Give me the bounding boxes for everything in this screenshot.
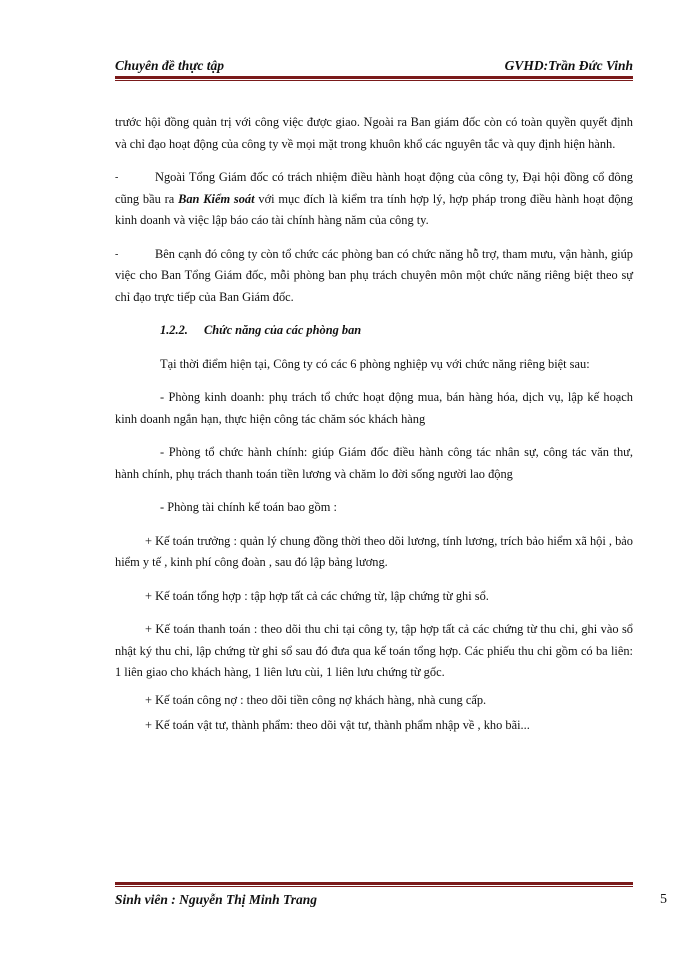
- paragraph: + Kế toán tổng hợp : tập hợp tất cả các chứng từ, lập chứng từ ghi sổ.: [145, 588, 489, 603]
- section-number: 1.2.2.: [160, 323, 188, 337]
- bullet-marker: -: [115, 248, 119, 260]
- section-heading: [115, 320, 633, 342]
- paragraph: - Phòng kinh doanh: phụ trách tổ chức hoạt động mua, bán hàng hóa, dịch vụ, lập kế hoạch kinh doanh ngắn hạn, thực hiện công tác chăm sóc khách hàng: [115, 390, 633, 426]
- bullet-paragraph: - Ngoài Tổng Giám đốc có trách nhiệm điều hành hoạt động của công ty, Đại hội đồng cổ đông cũng bầu ra Ban Kiểm soát với mục đích là kiểm tra tính hợp lý, hợp pháp trong điều hành hoạt động kinh doanh và việc lập báo cáo tài chính hàng năm của công ty.: [115, 167, 633, 232]
- page-footer: [115, 892, 667, 910]
- paragraph: + Kế toán thanh toán : theo dõi thu chi tại công ty, tập hợp tất cả các chứng từ thu chi, ghi vào sổ nhật ký thu chi, lập chứng từ ghi sổ sau đó đưa qua kế toán tổng hợp. Các phiếu thu chi gồm có ba liên: 1 liên giao cho khách hàng, 1 liên lưu cùi, 1 liên lưu chứng từ gốc.: [115, 622, 633, 679]
- page-number: 5: [660, 892, 667, 907]
- section-title: Chức năng của các phòng ban: [204, 323, 362, 337]
- bullet-paragraph: - Bên cạnh đó công ty còn tổ chức các phòng ban có chức năng hỗ trợ, tham mưu, vận hành, giúp việc cho Ban Tổng Giám đốc, mỗi phòng ban phụ trách chuyên môn một chức năng riêng biệt theo sự chỉ đạo trực tiếp của Ban Giám đốc.: [115, 244, 633, 309]
- header-rule: [115, 76, 633, 81]
- header-left-title: Chuyên đề thực tập: [115, 58, 224, 73]
- header-right-advisor: GVHD:Trần Đức Vinh: [504, 58, 633, 73]
- paragraph: Tại thời điểm hiện tại, Công ty có các 6 phòng nghiệp vụ với chức năng riêng biệt sau:: [160, 356, 590, 371]
- paragraph: - Phòng tổ chức hành chính: giúp Giám đốc điều hành công tác nhân sự, công tác văn thư, hành chính, phụ trách thanh toán tiền lương và chăm lo đời sống người lao động: [115, 445, 633, 481]
- bullet-marker: -: [115, 172, 119, 183]
- footer-rule: [115, 882, 633, 887]
- footer-student-name: Sinh viên : Nguyễn Thị Minh Trang: [115, 892, 318, 907]
- document-body: [115, 112, 633, 737]
- page-header: [115, 58, 633, 76]
- paragraph: - Phòng tài chính kế toán bao gồm :: [160, 500, 337, 514]
- paragraph: + Kế toán công nợ : theo dõi tiền công nợ khách hàng, nhà cung cấp.: [145, 692, 487, 707]
- paragraph: + Kế toán vật tư, thành phẩm: theo dõi vật tư, thành phẩm nhập về , kho bãi...: [145, 718, 530, 732]
- emphasis-ban-kiem-soat: Ban Kiểm soát: [178, 191, 255, 206]
- paragraph: + Kế toán trưởng : quản lý chung đồng thời theo dõi lương, tính lương, trích bảo hiểm xã hội , bảo hiểm y tế , kinh phí công đoàn , sau đó lập bảng lương.: [115, 533, 633, 569]
- paragraph: trước hội đồng quản trị với công việc được giao. Ngoài ra Ban giám đốc còn có toàn quyền quyết định và chỉ đạo hoạt động của công ty về mọi mặt trong khuôn khổ các nguyên tắc và quy định hiện hành.: [115, 115, 633, 151]
